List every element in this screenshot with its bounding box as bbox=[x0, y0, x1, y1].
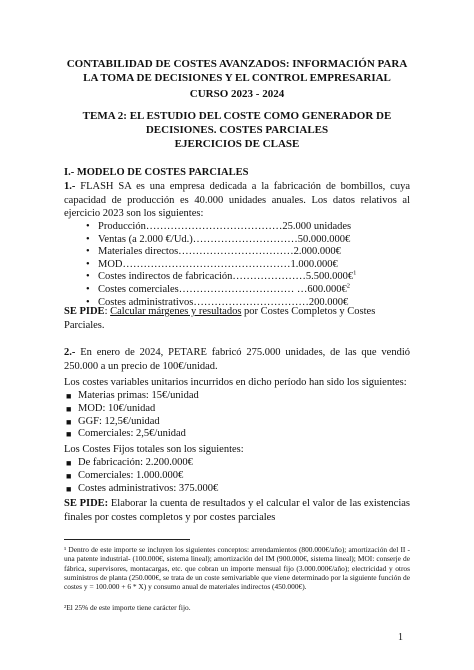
section1-title: I.- MODELO DE COSTES PARCIALES bbox=[64, 167, 249, 178]
course-title-line2: LA TOMA DE DECISIONES Y EL CONTROL EMPRESARIAL bbox=[83, 72, 391, 84]
square-bullet-icon: ■ bbox=[66, 458, 72, 468]
variable-cost-item bbox=[64, 390, 410, 403]
se-pide-colon: : bbox=[104, 306, 111, 317]
exercise1-data-list bbox=[64, 221, 410, 309]
exercise1-se-pide bbox=[64, 305, 410, 332]
exercise2-intro-text: En enero de 2024, PETARE fabricó 275.000 unidades, de las que vendió 250.000 a un precio de 100€/unidad. bbox=[64, 347, 410, 372]
fixed-cost-item-text: De fabricación: 2.200.000€ bbox=[78, 457, 193, 468]
data-item-text: Producción…………………………………25.000 unidades bbox=[98, 221, 352, 232]
se-pide-rest: por Costes Completos y Costes Parciales. bbox=[64, 306, 376, 331]
exercise1-number: 1.- bbox=[64, 181, 76, 192]
variable-cost-item bbox=[64, 403, 410, 416]
variable-cost-item-text: Materias primas: 15€/unidad bbox=[78, 390, 199, 401]
se-pide2-text: Elaborar la cuenta de resultados y el calcular el valor de las existencias finales por costes completos y por costes parciales bbox=[64, 498, 410, 523]
exercise2-intro bbox=[64, 346, 410, 373]
fixed-cost-item bbox=[64, 483, 410, 496]
data-item-text: Ventas (a 2.000 €/Ud.)…………………………50.000.000€ bbox=[98, 233, 351, 245]
footnote-2: ²El 25% de este importe tiene carácter fijo. bbox=[64, 603, 191, 612]
exercise2-number: 2.- bbox=[64, 347, 76, 358]
data-item-text: MOD…………………………………………1.000.000€ bbox=[98, 258, 338, 270]
footnote-marker: 2 bbox=[346, 282, 351, 290]
data-item bbox=[64, 271, 410, 284]
square-bullet-icon: ■ bbox=[66, 429, 72, 440]
fixed-cost-item bbox=[64, 457, 410, 470]
fixed-cost-item-text: Costes administrativos: 375.000€ bbox=[78, 482, 219, 494]
variable-costs-intro: Los costes variables unitarios incurridos en dicho período han sido los siguientes: bbox=[64, 377, 407, 388]
variable-cost-item-text: GGF: 12,5€/unidad bbox=[78, 415, 160, 427]
bullet-icon: • bbox=[86, 283, 90, 295]
bullet-icon: • bbox=[86, 233, 90, 245]
bullet-icon: • bbox=[86, 246, 90, 258]
data-item-text: Costes administrativos……………………………200.000€ bbox=[98, 296, 349, 308]
data-item bbox=[64, 234, 410, 247]
square-bullet-icon: ■ bbox=[66, 470, 72, 481]
course-title bbox=[64, 57, 410, 85]
data-item bbox=[64, 221, 410, 234]
square-bullet-icon: ■ bbox=[66, 416, 72, 427]
se-pide-underlined: Calcular márgenes y resultados bbox=[110, 306, 242, 317]
data-item bbox=[64, 259, 410, 272]
fixed-cost-item bbox=[64, 470, 410, 483]
fixed-costs-intro: Los Costes Fijos totales son los siguientes: bbox=[64, 444, 244, 455]
exercise1-intro bbox=[64, 180, 410, 221]
exercises-title: EJERCICIOS DE CLASE bbox=[174, 138, 300, 150]
square-bullet-icon: ■ bbox=[66, 391, 72, 401]
se-pide2-label: SE PIDE: bbox=[64, 498, 109, 509]
bullet-icon: • bbox=[86, 258, 90, 270]
exercise1-intro-text: FLASH SA es una empresa dedicada a la fabricación de bombillos, cuya capacidad de producción es 40.000 unidades anuales. Los datos relativos al ejercicio 2023 son los siguientes: bbox=[64, 181, 410, 219]
bullet-icon: • bbox=[86, 221, 90, 232]
topic-title bbox=[64, 109, 410, 137]
square-bullet-icon: ■ bbox=[66, 483, 72, 494]
variable-cost-item bbox=[64, 416, 410, 429]
data-item-text: Costes comerciales…………………………… …600.000€ bbox=[98, 283, 347, 295]
square-bullet-icon: ■ bbox=[66, 403, 72, 414]
variable-cost-item bbox=[64, 428, 410, 441]
data-item-text: Materiales directos……………………………2.000.000€ bbox=[98, 246, 341, 258]
course-year: CURSO 2023 - 2024 bbox=[189, 88, 285, 100]
variable-cost-item-text: MOD: 10€/unidad bbox=[78, 402, 156, 414]
bullet-icon: • bbox=[86, 271, 90, 283]
footnote-marker: 1 bbox=[353, 269, 357, 277]
variable-costs-list bbox=[64, 390, 410, 441]
topic-title-line2: DECISIONES. COSTES PARCIALES bbox=[145, 124, 329, 136]
bullet-icon: • bbox=[86, 296, 90, 308]
course-title-line1: CONTABILIDAD DE COSTES AVANZADOS: INFORMACIÓN PARA bbox=[66, 58, 408, 70]
data-item bbox=[64, 284, 410, 297]
exercise2-se-pide bbox=[64, 497, 410, 524]
data-item-text: Costes indirectos de fabricación…………………5.500.000€ bbox=[98, 271, 354, 283]
footnote-1: ¹ Dentro de este importe se incluyen los siguientes conceptos: arrendamientos (800.000€/año); amortización del II - una patente industrial- (100.000€, sistema lineal); amortización del IM (900.000€, sistema lineal); MOI: conserje de fábrica, supervisores, montacargas, etc. que cobran un importe mensual fijo (3.000.000€/año); electricidad y otros suministros de planta (250.000€, se trata de un coste semivariable que viene determinado por la siguiente función de costes y = 100.000 + 6 * X) y consumo anual de materiales indirectos (450.000€). bbox=[64, 545, 410, 592]
topic-title-line1: TEMA 2: EL ESTUDIO DEL COSTE COMO GENERADOR DE bbox=[82, 110, 392, 122]
data-item bbox=[64, 246, 410, 259]
fixed-cost-item-text: Comerciales: 1.000.000€ bbox=[78, 469, 184, 481]
se-pide-label: SE PIDE bbox=[64, 306, 105, 317]
variable-cost-item-text: Comerciales: 2,5€/unidad bbox=[78, 428, 186, 440]
page-number: 1 bbox=[398, 632, 403, 643]
fixed-costs-list bbox=[64, 457, 410, 495]
footnote-divider bbox=[64, 539, 190, 540]
